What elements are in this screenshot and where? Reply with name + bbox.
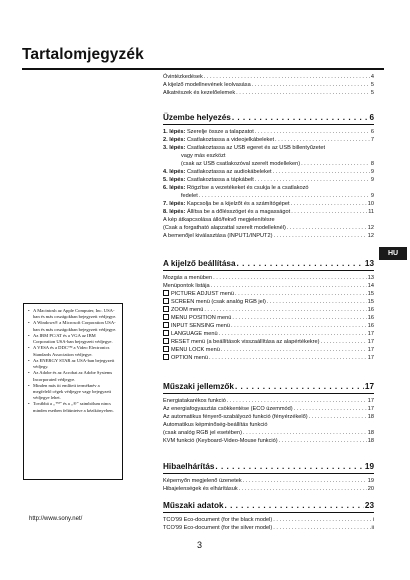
note-text: A Macintosh az Apple Computer, Inc. USA-ban és más országokban bejegyzett védjegye.: [33, 308, 117, 320]
entry-text: Alkatrészek és kezelőelemek: [163, 90, 236, 96]
toc-entry[interactable]: [163, 338, 374, 346]
note-item: [28, 320, 119, 332]
toc-intro: [163, 73, 374, 97]
entry-text: KVM funkció (Keyboard-Video-Mouse funkció): [163, 438, 278, 444]
entry-page: 17: [367, 339, 374, 345]
entry-label: [163, 176, 254, 184]
dot-leader: [243, 429, 367, 437]
bullet-icon: •: [28, 308, 30, 313]
entry-text: Az automatikus fényerő-szabályozó funkció (fényérzékelő): [163, 414, 308, 420]
toc-entry[interactable]: [163, 208, 374, 216]
entry-page: 17: [367, 355, 374, 361]
option-icon: [163, 354, 169, 360]
entry-text: Rögzítse a vezetékeket és csukja le a csatlakozó: [186, 185, 309, 191]
dot-leader: [291, 200, 367, 208]
note-text: Az ENERGY STAR az USA-ban bejegyzett védjegy.: [33, 357, 115, 370]
entry-page: 17: [364, 382, 374, 391]
toc-entry[interactable]: [163, 314, 374, 322]
dot-leader: [321, 338, 367, 346]
step-number: 8. lépés:: [163, 209, 187, 215]
entry-text: Csatlakoztassa a tápkábelt: [186, 177, 254, 183]
entry-page: 7: [370, 137, 374, 143]
section-heading-text: Hibaelhárítás: [163, 462, 215, 471]
entry-page: 19: [367, 478, 374, 484]
dot-leader: [255, 176, 370, 184]
entry-page: 14: [367, 283, 374, 289]
dot-leader: [294, 405, 367, 413]
dot-leader: [211, 282, 367, 290]
entry-page: 5: [370, 90, 374, 96]
toc-entry[interactable]: [163, 274, 374, 282]
entry-page: 20: [367, 486, 374, 492]
dot-leader: [252, 81, 370, 89]
step-number: 2. lépés:: [163, 137, 187, 143]
entry-page: 10: [367, 201, 374, 207]
section-heading-text: Üzembe helyezés: [163, 113, 231, 122]
dot-leader: [275, 136, 370, 144]
bullet-icon: •: [28, 332, 30, 338]
section-heading[interactable]: [163, 112, 374, 125]
entry-page: 17: [367, 406, 374, 412]
entry-label: [163, 89, 235, 97]
toc-section-adjust: [163, 258, 374, 362]
entry-label: [163, 516, 272, 524]
entry-text: RESET menü (a beállítások visszaállítása az alapértékekre): [171, 339, 320, 345]
menu-position-icon: [163, 314, 169, 320]
dot-leader: [301, 160, 370, 168]
toc-section-specifications: [163, 500, 374, 532]
bullet-icon: •: [28, 370, 30, 376]
toc-entry[interactable]: [163, 73, 374, 81]
entry-text: OPTION menü: [171, 355, 208, 361]
step-number: 4. lépés:: [163, 169, 187, 175]
toc-entry[interactable]: [163, 290, 374, 298]
toc-entry[interactable]: [163, 232, 374, 240]
entry-page: 18: [367, 438, 374, 444]
entry-label: [163, 81, 251, 89]
entry-label: [163, 290, 234, 298]
toc-entry[interactable]: [163, 413, 374, 421]
dot-leader: [225, 500, 364, 511]
entry-label: [163, 224, 286, 232]
entry-text: Az energiafogyasztás csökkentése (ECO üzemmód): [163, 406, 293, 412]
entry-label: [163, 208, 290, 216]
entry-text: TCO'99 Eco-document (for the silver model): [163, 525, 273, 531]
entry-text: Automatikus képminőség-beállítás funkció: [163, 422, 268, 428]
toc-entry[interactable]: [163, 516, 374, 524]
section-heading-text: A kijelző beállítása: [163, 259, 236, 268]
note-text: Az Adobe és az Acrobat az Adobe Systems Incorporated védjegye.: [33, 370, 113, 382]
entry-page: 17: [367, 331, 374, 337]
dot-leader: [232, 112, 369, 123]
note-item: [28, 308, 119, 320]
dot-leader: [291, 208, 367, 216]
toc-entry-line: [163, 184, 374, 192]
entry-page: 8: [370, 161, 374, 167]
dot-leader: [231, 322, 367, 330]
entry-text: SCREEN menü (csak analóg RGB jel): [171, 299, 266, 305]
note-text: A Windows® a Microsoft Corporation USA-ban és más országokban bejegyzett védjegye.: [33, 320, 117, 332]
page-number: 3: [197, 540, 203, 550]
dot-leader: [267, 298, 367, 306]
dot-leader: [235, 290, 367, 298]
entry-text: ZOOM menü: [171, 307, 204, 313]
bullet-icon: •: [28, 357, 30, 363]
dot-leader: [199, 192, 370, 200]
bullet-icon: •: [28, 382, 30, 388]
toc-entry-line: [163, 152, 374, 160]
entry-page: 12: [367, 225, 374, 231]
dot-leader: [204, 73, 370, 81]
screen-icon: [163, 298, 169, 304]
entry-text: Szerelje össze a talapzatot: [186, 129, 254, 135]
toc-entry[interactable]: [163, 306, 374, 314]
trademark-notes-box: [23, 303, 123, 480]
entry-page: 12: [367, 233, 374, 239]
bullet-icon: •: [28, 320, 30, 326]
note-item: [28, 383, 119, 401]
entry-page: 16: [367, 307, 374, 313]
step-number: 7. lépés:: [163, 201, 187, 207]
dot-leader: [215, 461, 363, 472]
entry-page: 9: [370, 193, 374, 199]
entry-label: [163, 136, 274, 144]
entry-label: [163, 298, 266, 306]
entry-text: MENU POSITION menü: [171, 315, 232, 321]
entry-label: [163, 200, 290, 208]
toc-entry[interactable]: [163, 168, 374, 176]
picture-icon: [163, 290, 169, 296]
dot-leader: [255, 128, 370, 136]
dot-leader: [287, 224, 367, 232]
entry-label: [163, 405, 293, 413]
entry-page: 15: [367, 299, 374, 305]
dot-leader: [273, 516, 371, 524]
entry-text: Csatlakoztassa az USB egeret és az USB billentyűzetet: [186, 145, 325, 151]
entry-page: 13: [364, 259, 374, 268]
entry-page: 13: [367, 275, 374, 281]
toc-entry[interactable]: [163, 160, 374, 168]
entry-label: [163, 338, 320, 346]
entry-text: Képernyőn megjelenő üzenetek: [163, 478, 242, 484]
language-icon: [163, 330, 169, 336]
entry-text: PICTURE ADJUST menü: [171, 291, 234, 297]
entry-label: [163, 500, 224, 511]
entry-label: [163, 413, 308, 421]
entry-label: [163, 524, 272, 532]
entry-label: [163, 168, 272, 176]
toc-entry[interactable]: [163, 485, 374, 493]
toc-entry[interactable]: [163, 176, 374, 184]
entry-page: 6: [369, 113, 374, 122]
entry-text: A kijelző modellnevének leolvasása: [163, 82, 251, 88]
entry-label: [163, 397, 226, 405]
note-item: [28, 333, 119, 345]
entry-label: [181, 192, 198, 200]
entry-page: 6: [370, 129, 374, 135]
entry-label: [163, 381, 234, 392]
dot-leader: [273, 232, 366, 240]
toc-section-setup: [163, 112, 374, 240]
step-number: 6. lépés:: [163, 185, 187, 191]
note-item: [28, 401, 119, 413]
note-text: Továbbá a „™” és a „®” szimbólum nincs minden esetben feltüntetve a kézikönyvben.: [33, 401, 114, 413]
note-item: [28, 345, 119, 357]
entry-label: [163, 461, 214, 472]
entry-text: vagy más eszközt: [181, 153, 226, 159]
dot-leader: [232, 314, 366, 322]
step-number: 1. lépés:: [163, 129, 187, 135]
section-heading[interactable]: [163, 381, 374, 394]
entry-label: [163, 314, 231, 322]
toc-entry[interactable]: [163, 89, 374, 97]
entry-label: [163, 330, 218, 338]
language-badge: HU: [379, 247, 407, 260]
toc-entry[interactable]: [163, 354, 374, 362]
toc-section-troubleshooting: [163, 461, 374, 493]
toc-section-features: [163, 381, 374, 445]
entry-text: fedelet: [181, 193, 198, 199]
note-text: A VESA és a DDC™ a Video Electronics Standards Association védjegye.: [33, 345, 110, 357]
toc-entry[interactable]: [163, 298, 374, 306]
toc-entry[interactable]: [163, 224, 374, 232]
entry-label: [163, 354, 208, 362]
entry-page: 18: [367, 430, 374, 436]
dot-leader: [309, 413, 367, 421]
entry-label: [163, 485, 238, 493]
entry-text: Csatlakoztassa a videojelkábeleket: [186, 137, 275, 143]
entry-text: MENU LOCK menü: [171, 347, 220, 353]
entry-text: Mozgás a menüben: [163, 275, 213, 281]
dot-leader: [239, 485, 367, 493]
toc-entry[interactable]: [163, 405, 374, 413]
input-sensing-icon: [163, 322, 169, 328]
dot-leader: [213, 274, 367, 282]
reset-icon: [163, 338, 169, 344]
dot-leader: [273, 524, 370, 532]
entry-page: 9: [370, 169, 374, 175]
entry-text: Kapcsolja be a kijelzőt és a számítógépet: [186, 201, 290, 207]
entry-text: Állítsa be a dőlésszöget és a magasságot: [186, 209, 291, 215]
entry-page: ii: [371, 525, 374, 531]
entry-text: TCO'99 Eco-document (for the black model): [163, 517, 273, 523]
entry-text: Menüpontok listája: [163, 283, 210, 289]
toc-entry[interactable]: [163, 437, 374, 445]
entry-page: 11: [368, 209, 374, 215]
entry-page: 15: [367, 291, 374, 297]
toc-entry[interactable]: [163, 346, 374, 354]
entry-label: [163, 112, 231, 123]
section-heading-text: Műszaki jellemzők: [163, 382, 234, 391]
entry-page: 5: [370, 82, 374, 88]
entry-text: Óvintézkedések: [163, 74, 203, 80]
toc-entry[interactable]: [163, 322, 374, 330]
dot-leader: [237, 258, 364, 269]
entry-page: 16: [367, 315, 374, 321]
toc-entry-line: [163, 421, 374, 429]
toc-entry[interactable]: [163, 330, 374, 338]
toc-entry[interactable]: [163, 524, 374, 532]
toc-entry[interactable]: [163, 477, 374, 485]
entry-page: i: [372, 517, 374, 523]
dot-leader: [279, 437, 367, 445]
entry-label: [163, 258, 236, 269]
toc-entry-line: [163, 216, 374, 224]
dot-leader: [221, 346, 367, 354]
section-heading[interactable]: [163, 500, 374, 513]
entry-page: 16: [367, 323, 374, 329]
dot-leader: [227, 397, 367, 405]
toc-entry[interactable]: [163, 429, 374, 437]
dot-leader: [235, 381, 364, 392]
entry-text: (csak analóg RGB jel esetében): [163, 430, 242, 436]
sony-url-link[interactable]: http://www.sony.net/: [29, 516, 83, 522]
zoom-icon: [163, 306, 169, 312]
entry-text: (Csak a forgatható alapzattal szerelt modelleknél): [163, 225, 286, 231]
dot-leader: [219, 330, 367, 338]
bullet-icon: •: [28, 345, 30, 351]
toc-entry-line: [163, 144, 374, 152]
entry-text: A kép átkapcsolása álló/fekvő megjelenítésre: [163, 217, 275, 223]
entry-page: 17: [367, 398, 374, 404]
entry-text: LANGUAGE menü: [171, 331, 218, 337]
entry-label: [163, 322, 230, 330]
entry-text: Csatlakoztassa az audiokábeleket: [186, 169, 272, 175]
section-heading[interactable]: [163, 258, 374, 271]
entry-label: [163, 477, 242, 485]
entry-label: [163, 437, 278, 445]
bullet-icon: •: [28, 401, 30, 407]
entry-label: [181, 160, 300, 168]
toc-entry[interactable]: [163, 397, 374, 405]
entry-text: Energiatakarékos funkció: [163, 398, 226, 404]
dot-leader: [243, 477, 367, 485]
dot-leader: [236, 89, 370, 97]
entry-text: A bemenőjel kiválasztása (INPUT1/INPUT2): [163, 233, 273, 239]
dot-leader: [209, 354, 367, 362]
entry-page: 17: [367, 347, 374, 353]
entry-label: [163, 346, 220, 354]
toc-entry[interactable]: [163, 282, 374, 290]
entry-text: (csak az USB csatlakozóval szerelt modelleken): [181, 161, 301, 167]
toc-entry[interactable]: [163, 81, 374, 89]
note-item: [28, 370, 119, 382]
dot-leader: [204, 306, 366, 314]
entry-page: 9: [370, 177, 374, 183]
entry-label: [163, 232, 272, 240]
section-heading[interactable]: [163, 461, 374, 474]
title-rule: [22, 68, 384, 70]
step-number: 3. lépés:: [163, 145, 187, 151]
entry-page: 23: [364, 501, 374, 510]
entry-text: INPUT SENSING menü: [171, 323, 230, 329]
toc-entry[interactable]: [163, 136, 374, 144]
menu-lock-icon: [163, 346, 169, 352]
note-text: Az IBM PC/AT és a VGA az IBM Corporation USA-ban bejegyzett védjegye.: [33, 332, 113, 345]
section-heading-text: Műszaki adatok: [163, 501, 224, 510]
toc-entry[interactable]: [163, 200, 374, 208]
entry-label: [163, 274, 212, 282]
page-title: Tartalomjegyzék: [22, 46, 144, 63]
toc-entry[interactable]: [163, 192, 374, 200]
entry-label: [163, 306, 203, 314]
note-text: Minden más itt említett terméknév a megfelelő cégek védjegye vagy bejegyzett védjegye lehet.: [33, 382, 112, 401]
entry-label: [163, 282, 210, 290]
entry-label: [163, 73, 203, 81]
toc-entry[interactable]: [163, 128, 374, 136]
dot-leader: [273, 168, 370, 176]
entry-page: 4: [370, 74, 374, 80]
entry-label: [163, 128, 254, 136]
entry-page: 18: [367, 414, 374, 420]
note-item: [28, 358, 119, 370]
entry-text: Hibajelenségek és elhárításuk: [163, 486, 238, 492]
entry-label: [163, 429, 242, 437]
step-number: 5. lépés:: [163, 177, 187, 183]
entry-page: 19: [364, 462, 374, 471]
